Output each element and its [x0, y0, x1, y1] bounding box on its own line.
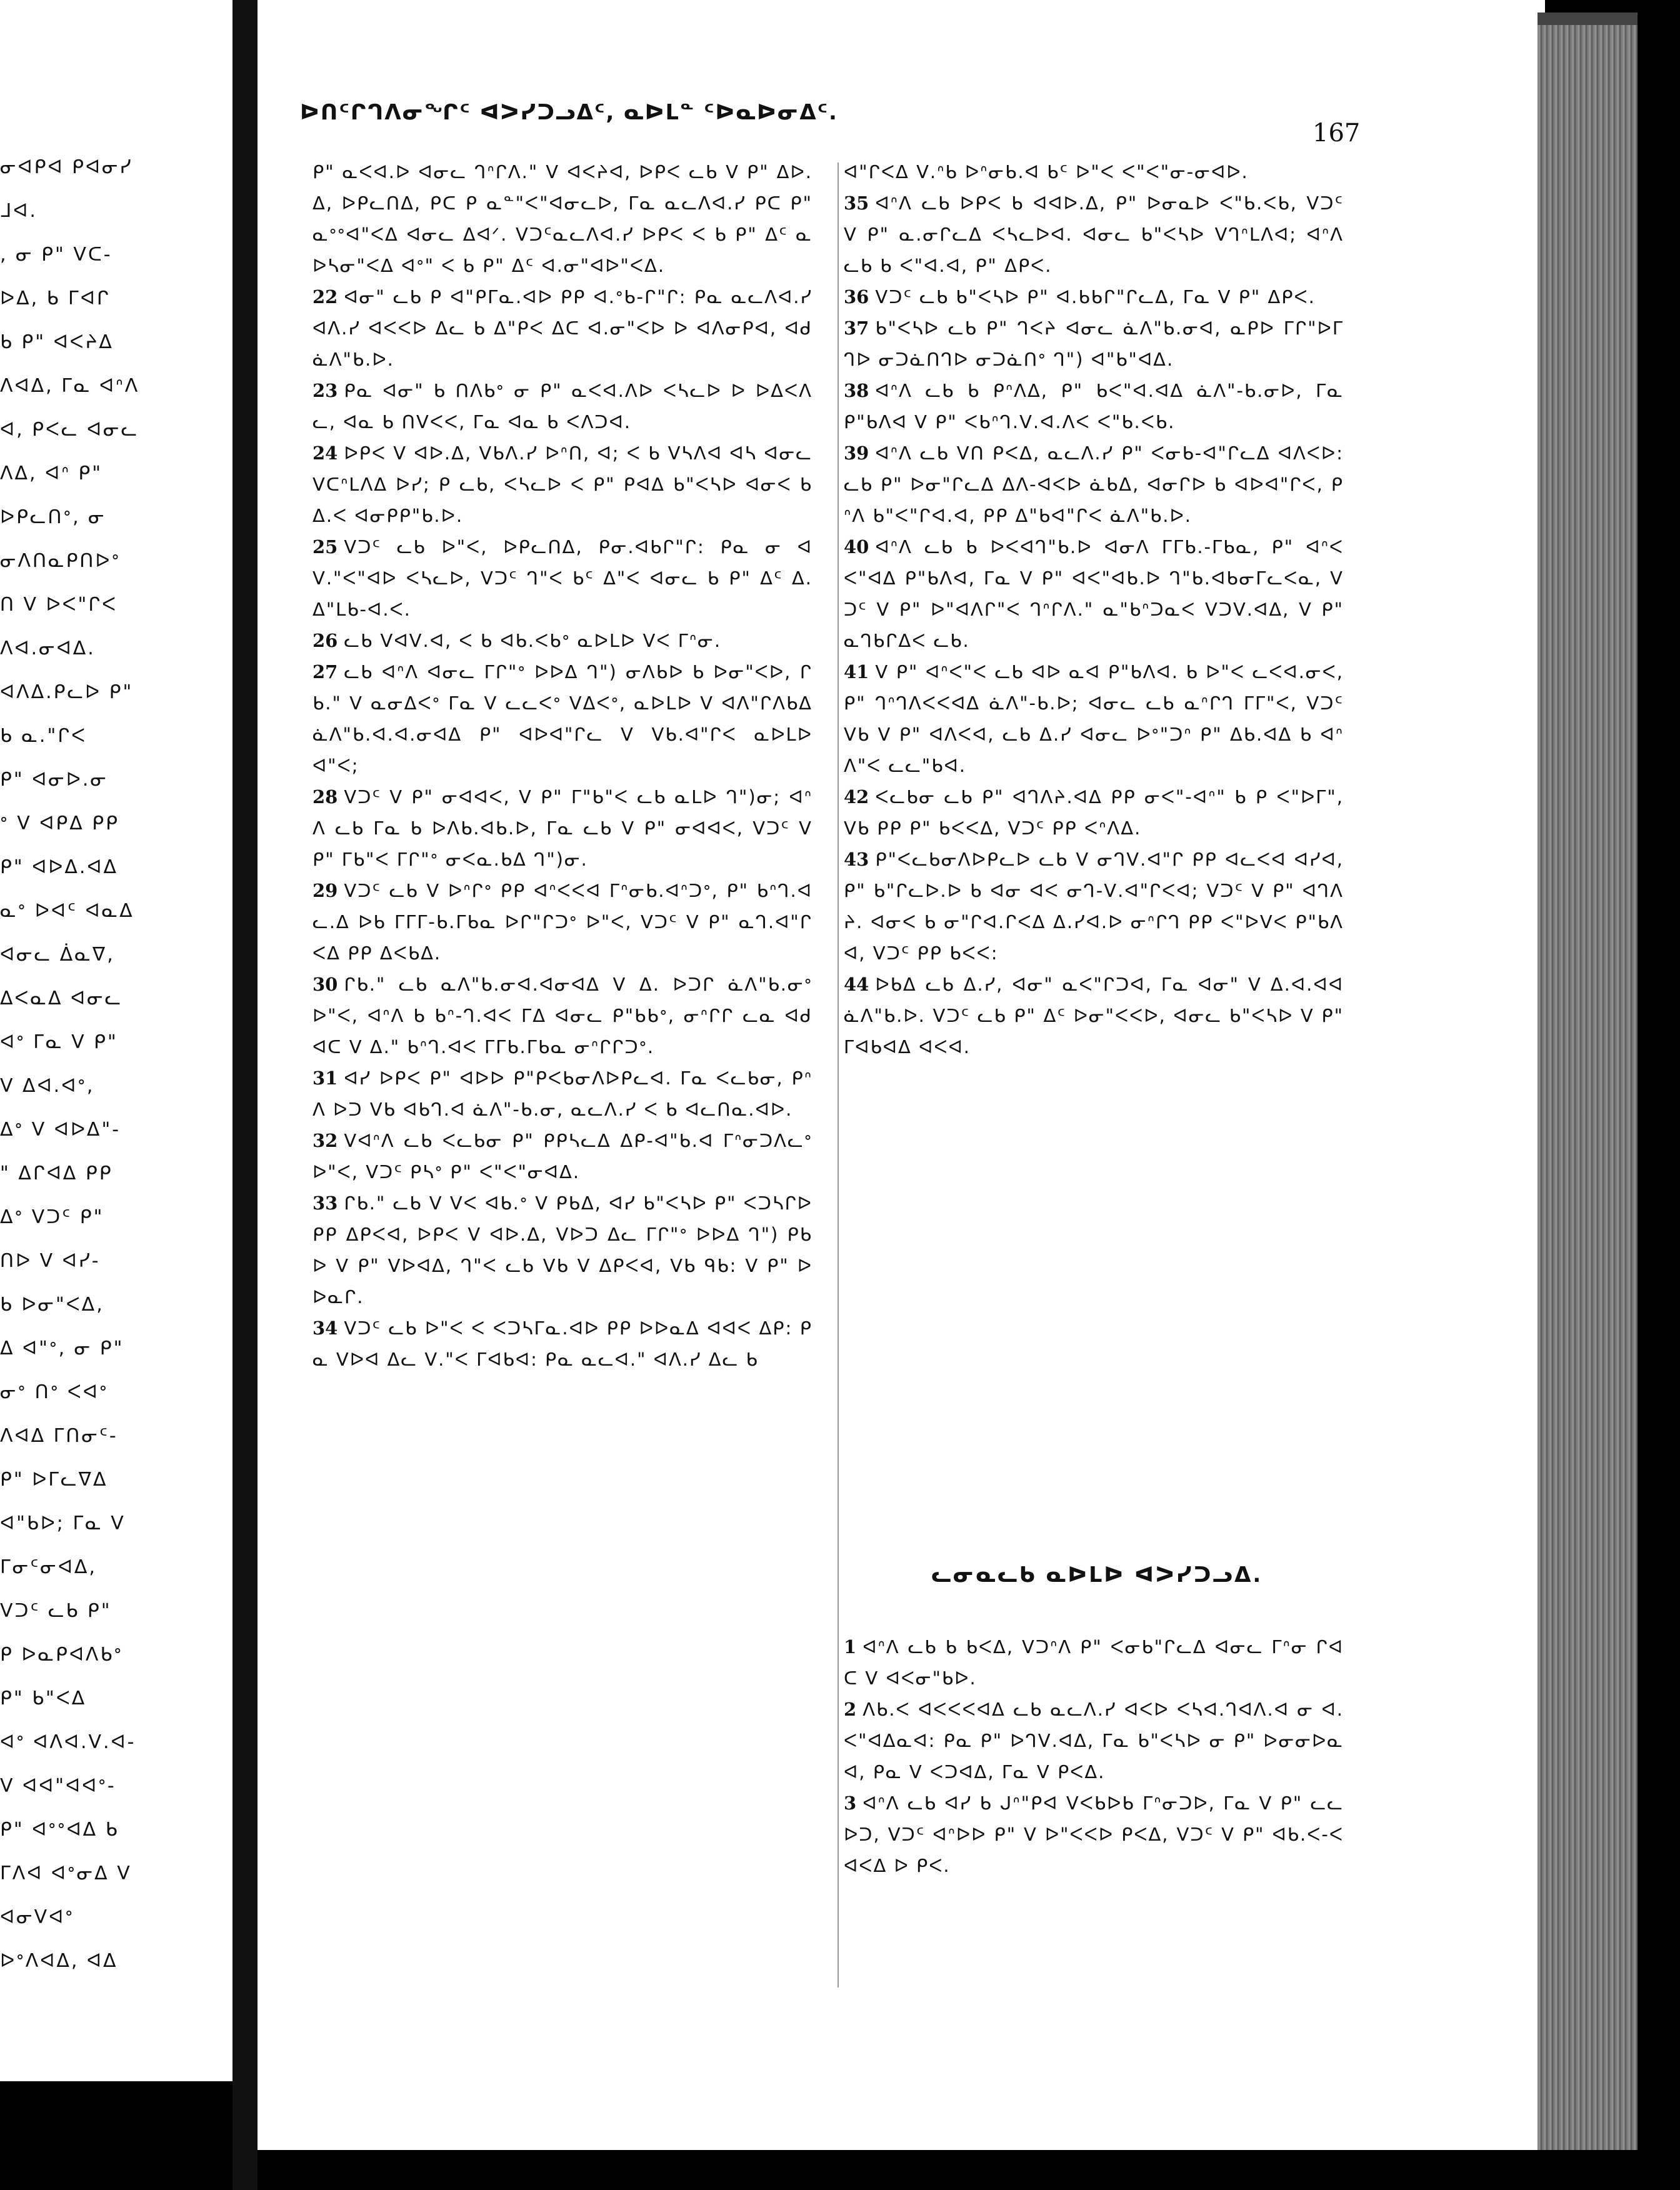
verse [844, 188, 1344, 281]
left-page-line: ᐃᐸᓇᐃ ᐊᓂᓚ [0, 988, 123, 1009]
verse-text: ᑭ" ᓇᐸᐊ.ᐅ ᐊᓂᓚ ᒉᐢᒋᐱ." ᐯ ᐊᐸᔨᐊ, ᐅᑭᐸ ᓚᑲ ᐯ ᑭ" ᐃᐅ.ᐃ, ᐅᑭᓚᑎᐃ, ᑭᑕ ᑭ ᓇᓐ"ᐸ"ᐊᓂᓚᐅ, ᒥᓇ ᓇᓚᐱᐊ.ᓯ ᑭᑕ ᑭ" ᓇᐤᐤᐊ"ᐸᐃ ᐊᓂᓚ ᐃᐊᐟ. ᐯᑐᑦᓇᓚᐱᐊ.ᓯ ᐅᑭᐸ ᐸ ᑲ ᑭ" ᐃᑦ ᓇᐅᓴᓂ"ᐸᐃ ᐊᐤ" ᐸ ᑲ ᑭ" ᐃᑦ ᐊ.ᓂ"ᐊᐅ"ᐸᐃ. [312, 161, 812, 276]
left-column [312, 156, 812, 1375]
verse [844, 1694, 1344, 1788]
page-edge [1538, 25, 1638, 2150]
verse-number: 26 [312, 630, 338, 651]
verse-text: ᐯᐊᐢᐱ ᓚᑲ ᐸᓚᑲᓂ ᑭ" ᑭᑭᓴᓚᐃ ᐃᑭ-ᐊ"ᑲ.ᐊ ᒥᐢᓂᑐᐱᓚᐤ ᐅ"ᐸ, ᐯᑐᑦ ᑭᓴᐤ ᑭ" ᐸ"ᐸ"ᓂᐊᐃ. [312, 1130, 812, 1182]
verse-number: 34 [312, 1318, 338, 1339]
left-page-line: ᒥᓂᑦᓂᐊᐃ, [0, 1556, 97, 1578]
left-page-line: ᓇᐤ ᐅᐊᑦ ᐊᓇᐃ [0, 900, 134, 922]
left-page-line: " ᐃᒋᐊᐃ ᑭᑭ [0, 1162, 113, 1184]
verse-text: ᑭ"ᐸᓚᑲᓂᐱᐅᑭᓚᐅ ᓚᑲ ᐯ ᓂᒉᐯ.ᐊ"ᒋ ᑭᑭ ᐊᓚᐸᐊ ᐊᓯᐊ, ᑭ" ᑲ"ᒋᓚᐅ.ᐅ ᑲ ᐊᓂ ᐊᐸ ᓂᒉ-ᐯ.ᐊ"ᒋᐸᐊ; ᐯᑐᑦ ᐯ ᑭ" ᐊᒉᐱᔨ. ᐊᓂᐸ ᑲ ᓂ"ᒋᐊ.ᒋᐸᐃ ᐃ.ᓯᐊ.ᐅ ᓂᐢᒋᒉ ᑭᑭ ᐸ"ᐅᐯᐸ ᑭ"ᑲᐱᐊ, ᐯᑐᑦ ᑭᑭ ᑲᐸᐸ: [844, 849, 1344, 964]
verse-text: ᐊᓂ" ᓚᑲ ᑭ ᐊ"ᑭᒥᓇ.ᐊᐅ ᑭᑭ ᐊ.ᐤᑲ-ᒋ"ᒋ: ᑭᓇ ᓇᓚᐱᐊ.ᓯ ᐊᐱ.ᓯ ᐊᐸᐸᐅ ᐃᓚ ᑲ ᐃ"ᑭᐸ ᐃᑕ ᐊ.ᓂ"ᐸᐅ ᐅ ᐊᐱᓂᑭᐊ, ᐊᑯ ᓈᐱ"ᑲ.ᐅ. [312, 286, 812, 370]
left-page-line: ᐅᑭᓚᑎᐤ, ᓂ [0, 506, 106, 528]
verse [844, 1631, 1344, 1694]
left-page-line: ᐅᐃ, ᑲ ᒥᐊᒋ [0, 288, 111, 309]
verse [844, 312, 1344, 375]
verse-text: ᑭᓇ ᐊᓂ" ᑲ ᑎᐱᑲᐤ ᓂ ᑭ" ᓇᐸᐊ.ᐱᐅ ᐸᓴᓚᐅ ᐅ ᐅᐃᐸᐱᓚ, ᐊᓇ ᑲ ᑎᐯᐸᐸ, ᒥᓇ ᐊᓇ ᑲ ᐸᐱᑐᐊ. [312, 380, 812, 432]
verse-number: 28 [312, 786, 338, 808]
verse-number: 29 [312, 880, 338, 901]
verse [312, 1188, 812, 1312]
left-page-line: ᐃᐤ ᐯᑐᑦ ᑭ" [0, 1206, 104, 1228]
verse [312, 438, 812, 531]
verse-text: ᐅᑲᐃ ᓚᑲ ᐃ.ᓯ, ᐊᓂ" ᓇᐸ"ᒋᑐᐊ, ᒥᓇ ᐊᓂ" ᐯ ᐃ.ᐊ.ᐊᐊ ᓈᐱ"ᑲ.ᐅ. ᐯᑐᑦ ᓚᑲ ᑭ" ᐃᑦ ᐅᓂ"ᐸᐸᐅ, ᐊᓂᓚ ᑲ"ᐸᓴᐅ ᐯ ᑭ" ᒥᐊᑲᐊᐃ ᐊᐸᐊ. [844, 974, 1344, 1058]
verse [844, 156, 1344, 188]
left-page-line: ᑭ" ᐊᐅᐃ.ᐊᐃ [0, 856, 118, 878]
verse-number: 37 [844, 318, 869, 339]
page-number: 167 [1312, 119, 1361, 148]
book-gutter [232, 0, 258, 2190]
verse [312, 1312, 812, 1375]
verse-text: ᐯᑐᑦ ᐯ ᑭ" ᓂᐊᐊᐸ, ᐯ ᑭ" ᒥ"ᑲ"ᐸ ᓚᑲ ᓇᒪᐅ ᒉ")ᓂ; ᐊᐢᐱ ᓚᑲ ᒥᓇ ᑲ ᐅᐱᑲ.ᐊᑲ.ᐅ, ᒥᓇ ᓚᑲ ᐯ ᑭ" ᓂᐊᐊᐸ, ᐯᑐᑦ ᐯ ᑭ" ᒥᑲ"ᐸ ᒥᒋ"ᐤ ᓂᐸᓇ.ᑲᐃ ᒉ")ᓂ. [312, 786, 812, 870]
verse [844, 844, 1344, 969]
verse-number: 32 [312, 1130, 338, 1151]
verse-text: ᐯᑐᑦ ᓚᑲ ᐅ"ᐸ ᐸ ᐸᑐᓴᒥᓇ.ᐊᐅ ᑭᑭ ᐅᐅᓇᐃ ᐊᐊᐸ ᐃᑭ: ᑭᓇ ᐯᐅᐊ ᐃᓚ ᐯ."ᐸ ᒥᐊᑲᐊ: ᑭᓇ ᓇᓚᐊ." ᐊᐱ.ᓯ ᐃᓚ ᑲ [312, 1318, 812, 1370]
left-page-line: ᑭ" ᐅᒥᓚᐁᐃ [0, 1469, 108, 1491]
left-page-line: ᐃ ᐊ"ᐤ, ᓂ ᑭ" [0, 1338, 124, 1359]
verse [312, 656, 812, 781]
verse-number: 22 [312, 286, 338, 308]
verse-text: ᐊᐢᐱ ᓚᑲ ᐅᑭᐸ ᑲ ᐊᐊᐅ.ᐃ, ᑭ" ᐅᓂᓇᐅ ᐸ"ᑲ.ᐸᑲ, ᐯᑐᑦ ᐯ ᑭ" ᓇ.ᓂᒋᓚᐃ ᐸᓴᓚᐅᐊ. ᐊᓂᓚ ᑲ"ᐸᓴᐅ ᐯᒉᐢᒪᐱᐊ; ᐊᐢᐱ ᓚᑲ ᑲ ᐸ"ᐊ.ᐊ, ᑭ" ᐃᑭᐸ. [844, 192, 1344, 276]
left-page-line: , ᓂ ᑭ" ᐯᑕ- [0, 244, 112, 266]
verse-number: 36 [844, 286, 869, 308]
verse [312, 781, 812, 875]
verse-number: 2 [844, 1699, 857, 1720]
left-page-line: ᓂᐤ ᑎᐤ ᐸᐊᐤ [0, 1381, 109, 1403]
left-page-line: ᑭ" ᑲ"ᐸᐃ [0, 1688, 87, 1709]
verse [844, 281, 1344, 312]
verse-text: ᓚᑲ ᐯᐊᐯ.ᐊ, ᐸ ᑲ ᐊᑲ.ᐸᑲᐤ ᓇᐅᒪᐅ ᐯᐸ ᒥᐢᓂ. [344, 630, 722, 651]
verse-number: 39 [844, 442, 869, 464]
verse-text: ᐊᐢᐱ ᓚᑲ ᐯᑎ ᑭᐸᐃ, ᓇᓚᐱ.ᓯ ᑭ" ᐸᓂᑲ-ᐊ"ᒋᓚᐃ ᐊᐱᐸᐅ: ᓚᑲ ᑭ" ᐅᓂ"ᒋᓚᐃ ᐃᐱ-ᐊᐸᐅ ᓈᑲᐃ, ᐊᓂᒋᐅ ᑲ ᐊᐅᐊ"ᒋᐸ, ᑭᐢᐱ ᑲ"ᐸ"ᒋᐊ.ᐊ, ᑭᑭ ᐃ"ᑲᐊ"ᒋᐸ ᓈᐱ"ᑲ.ᐅ. [844, 442, 1344, 526]
verse [312, 875, 812, 969]
left-page-line: ᒥᐱᐊ ᐊᐤᓂᐃ ᐯ [0, 1862, 132, 1884]
verse-text: ᐯᑐᑦ ᓚᑲ ᐅ"ᐸ, ᐅᑭᓚᑎᐃ, ᑭᓂ.ᐊᑲᒋ"ᒋ: ᑭᓇ ᓂ ᐊᐯ."ᐸ"ᐊᐅ ᐸᓴᓚᐅ, ᐯᑐᑦ ᒉ"ᐸ ᑲᑦ ᐃ"ᐸ ᐊᓂᓚ ᑲ ᑭ" ᐃᑦ ᐃ.ᐃ"ᒪᑲ-ᐊ.ᐸ. [312, 536, 812, 620]
left-page-line: ᑲ ᓇ."ᒋᐸ [0, 725, 87, 747]
verse-number: 31 [312, 1068, 338, 1089]
left-page-line: ᑭ" ᐊᓂᐅ.ᓂ [0, 769, 108, 791]
left-page-line: ᑎᐅ ᐯ ᐊᓯ- [0, 1250, 101, 1272]
verse [312, 531, 812, 625]
verse-text: ᒋᑲ." ᓚᑲ ᓇᐱ"ᑲ.ᓂᐊ.ᐊᓂᐊᐃ ᐯ ᐃ. ᐅᑐᒋ ᓈᐱ"ᑲ.ᓂᐤ ᐅ"ᐸ, ᐊᐢᐱ ᑲ ᑲᐢ-ᒉ.ᐊᐸ ᒥᐃ ᐊᓂᓚ ᑭ"ᑲᑲᐤ, ᓂᐢᒋᒋ ᓚᓇ ᐊᑯ ᐊᑕ ᐯ ᐃ." ᑲᐢᒉ.ᐊᐸ ᒥᒥᑲ.ᒥᑲᓇ ᓂᐢᒋᒋᑐᐤ. [312, 974, 812, 1058]
left-page-line: ᑲ ᑭ" ᐊᐸᔨᐃ [0, 331, 114, 353]
verse [844, 781, 1344, 844]
verse-text: ᐸᓚᑲᓂ ᓚᑲ ᑭ" ᐊᒉᐱᔨ.ᐊᐃ ᑭᑭ ᓂᐸ"-ᐊᐢ" ᑲ ᑭ ᐸ"ᐅᒥ", ᐯᑲ ᑭᑭ ᑭ" ᑲᐸᐸᐃ, ᐯᑐᑦ ᑭᑭ ᐸᐢᐱᐃ. [844, 786, 1344, 839]
verse-number: 24 [312, 442, 338, 464]
verse-text: ᐯᑐᑦ ᓚᑲ ᑲ"ᐸᓴᐅ ᑭ" ᐊ.ᑲᑲᒋ"ᒋᓚᐃ, ᒥᓇ ᐯ ᑭ" ᐃᑭᐸ. [875, 286, 1316, 308]
left-page-line: ᐱᐃ, ᐊᐢ ᑭ" [0, 462, 103, 484]
left-page-line: ᐊᓂᐯᐊᐤ [0, 1906, 74, 1928]
left-page-line: ᐤ ᐯ ᐊᑭᐃ ᑭᑭ [0, 812, 119, 834]
verse [312, 969, 812, 1062]
verse [844, 375, 1344, 438]
verse [312, 281, 812, 375]
verse-text: ᐊ"ᒋᐸᐃ ᐯ.ᐢᑲ ᐅᐢᓂᑲ.ᐊ ᑲᑦ ᐅ"ᐸ ᐸ"ᐸ"ᓂ-ᓂᐊᐅ. [844, 161, 1249, 182]
verse [844, 656, 1344, 781]
left-page-line: ᐯ ᐃᐊ.ᐊᐤ, [0, 1075, 95, 1097]
verse-text: ᓚᑲ ᐊᐢᐱ ᐊᓂᓚ ᒥᒋ"ᐤ ᐅᐅᐃ ᒉ") ᓂᐱᑲᐅ ᑲ ᐅᓂ"ᐸᐅ, ᒋᑲ." ᐯ ᓇᓂᐃᐸᐤ ᒥᓇ ᐯ ᓚᓚᐸᐤ ᐯᐃᐸᐤ, ᓇᐅᒪᐅ ᐯ ᐊᐱ"ᒋᐱᑲᐃ ᓈᐱ"ᑲ.ᐊ.ᐊ.ᓂᐊᐃ ᑭ" ᐊᐅᐊ"ᒋᓚ ᐯ ᐯᑲ.ᐊ"ᒋᐸ ᓇᐅᒪᐅ ᐊ"ᐸ; [312, 661, 812, 776]
left-page-line: ᐃᐤ ᐯ ᐊᐅᐃ"- [0, 1119, 121, 1141]
verse-text: ᑲ"ᐸᓴᐅ ᓚᑲ ᑭ" ᒉᐸᔨ ᐊᓂᓚ ᓈᐱ"ᑲ.ᓂᐊ, ᓇᑭᐅ ᒥᒋ"ᐅᒥᒉᐅ ᓂᑐᓈᑎᒉᐅ ᓂᑐᓈᑎᐤ ᒉ") ᐊ"ᑲ"ᐊᐃ. [844, 318, 1344, 370]
verse-number: 3 [844, 1792, 857, 1814]
verse-text: ᐯᑐᑦ ᓚᑲ ᐯ ᐅᐢᒋᐤ ᑭᑭ ᐊᐢᐸᐸᐊ ᒥᐢᓂᑲ.ᐊᐢᑐᐤ, ᑭ" ᑲᐢᒉ.ᐊᓚ.ᐃ ᐅᑲ ᒥᒥᒥ-ᑲ.ᒥᑲᓇ ᐅᒋ"ᒋᑐᐤ ᐅ"ᐸ, ᐯᑐᑦ ᐯ ᑭ" ᓇᒉ.ᐊ"ᒋ ᐸᐃ ᑭᑭ ᐃᐸᑲᐃ. [312, 880, 812, 964]
left-page-line: ᓂᐱᑎᓇᑭᑎᐅᐤ [0, 550, 121, 572]
left-page-line: ᑭ ᐅᓇᑭᐊᐱᑲᐤ [0, 1644, 123, 1666]
left-page-line: ᐊᐱᐃ.ᑭᓚᐅ ᑭ" [0, 681, 134, 703]
verse-text: ᐊᐢᐱ ᓚᑲ ᑲ ᑲᐸᐃ, ᐯᑐᐢᐱ ᑭ" ᐸᓂᑲ"ᒋᓚᐃ ᐊᓂᓚ ᒥᐢᓂ ᒋᐊᑕ ᐯ ᐊᐸᓂ"ᑲᐅ. [844, 1636, 1344, 1689]
verse-number: 43 [844, 849, 869, 870]
verse [844, 438, 1344, 531]
verse-number: 44 [844, 974, 869, 995]
left-page-fragment [0, 0, 236, 2081]
verse-number: 27 [312, 661, 338, 682]
verse [312, 1062, 812, 1125]
left-page-line: ᐊ, ᑭᐸᓚ ᐊᓂᓚ [0, 419, 139, 441]
verse-number: 30 [312, 974, 338, 995]
verse [844, 531, 1344, 656]
verse-number: 35 [844, 192, 869, 214]
verse [312, 375, 812, 438]
section-title: ᓚᓂᓇᓚᑲ ᓇᐅᒪᐅ ᐊᐳᓯᑐᓗᐃ. [931, 1562, 1263, 1588]
verse-number: 33 [312, 1192, 338, 1214]
verse-number: 42 [844, 786, 869, 808]
verse-text: ᐯ ᑭ" ᐊᐢᐸ"ᐸ ᓚᑲ ᐊᐅ ᓇᐊ ᑭ"ᑲᐱᐊ. ᑲ ᐅ"ᐸ ᓚᐸᐊ.ᓂᐸ, ᑭ" ᒉᐢᒉᐱᐸᐸᐊᐃ ᓈᐱ"-ᑲ.ᐅ; ᐊᓂᓚ ᓚᑲ ᓇᐢᒋᒉ ᒥᒥ"ᐸ, ᐯᑐᑦ ᐯᑲ ᐯ ᑭ" ᐊᐱᐸᐊ, ᓚᑲ ᐃ.ᓯ ᐊᓂᓚ ᐅᐤ"ᑐᐢ ᑭ" ᐃᑲ.ᐊᐃ ᑲ ᐊᐢᐱ"ᐸ ᓚᓚ"ᑲᐊ. [844, 661, 1344, 776]
left-page-line: ᐊᓂᓚ ᐄᓇᐁ, [0, 944, 115, 966]
left-page-line: ᐊ"ᑲᐅ; ᒥᓇ ᐯ [0, 1512, 126, 1534]
verse-number: 38 [844, 380, 869, 401]
verse [312, 1125, 812, 1188]
left-page-line: ᐊᐤ ᒥᓇ ᐯ ᑭ" [0, 1031, 118, 1053]
verse-text: ᐊᐢᐱ ᓚᑲ ᑲ ᑭᐢᐱᐃ, ᑭ" ᑲᐸ"ᐊ.ᐊᐃ ᓈᐱ"-ᑲ.ᓂᐅ, ᒥᓇ ᑭ"ᑲᐱᐊ ᐯ ᑭ" ᐸᑲᐢᒉ.ᐯ.ᐊ.ᐱᐸ ᐸ"ᑲ.ᐸᑲ. [844, 380, 1344, 432]
verse-text: ᐅᑭᐸ ᐯ ᐊᐅ.ᐃ, ᐯᑲᐱ.ᓯ ᐅᐢᑎ, ᐊ; ᐸ ᑲ ᐯᓴᐱᐊ ᐊᓴ ᐊᓂᓚ ᐯᑕᐢᒪᐱᐃ ᐅᓯ; ᑭ ᓚᑲ, ᐸᓴᓚᐅ ᐸ ᑭ" ᑭᐊᐃ ᑲ"ᐸᓴᐅ ᐊᓂᐸ ᑲ ᐃ.ᐸ ᐊᓂᑭᑭ"ᑲ.ᐅ. [312, 442, 812, 526]
left-page-line: ᒧᐊ. [0, 200, 38, 222]
left-page-line: ᐱᐊᐃ ᒥᑎᓂᑦ- [0, 1425, 118, 1447]
verse [844, 1788, 1344, 1881]
left-page-line: ᑲ ᐅᓂ"ᐸᐃ, [0, 1294, 104, 1316]
verse-text: ᐊᐢᐱ ᓚᑲ ᑲ ᐅᐸᐊᒉ"ᑲ.ᐅ ᐊᓂᐱ ᒥᒥᑲ.-ᒥᑲᓇ, ᑭ" ᐊᐢᐸᐸ"ᐊᐃ ᑭ"ᑲᐱᐊ, ᒥᓇ ᐯ ᑭ" ᐊᐸ"ᐊᑲ.ᐅ ᒉ"ᑲ.ᐊᑲᓂᒥᓚᐸᓇ, ᐯᑐᑦ ᐯ ᑭ" ᐅ"ᐊᐱᒋ"ᐸ ᒉᐢᒋᐱ." ᓇ"ᑲᐢᑐᓇᐸ ᐯᑐᐯ.ᐊᐃ, ᐯ ᑭ" ᓇᒉᑲᒋᐃᐸ ᓚᑲ. [844, 536, 1344, 651]
verse [312, 156, 812, 281]
right-column [844, 156, 1344, 1062]
running-header: ᐅᑎᑦᒋᒉᐱᓂᖏᑦ ᐊᐳᓯᑐᓗᐃᑦ, ᓇᐅᒪᓐ ᑦᐅᓇᐅᓂᐃᑦ. [300, 100, 838, 125]
left-page-line: ᐱᐊ.ᓂᐊᐃ. [0, 638, 96, 659]
verse-number: 25 [312, 536, 338, 558]
left-page-line: ᐊᐤ ᐊᐱᐊ.ᐯ.ᐊ- [0, 1731, 136, 1753]
left-page-line: ᐱᐊᐃ, ᒥᓇ ᐊᐢᐱ [0, 375, 140, 397]
verse-number: 40 [844, 536, 869, 558]
left-page-line: ᐅᐤᐱᐊᐃ, ᐊᐃ [0, 1950, 118, 1972]
left-page-line: ᐯᑐᑦ ᓚᑲ ᑭ" [0, 1600, 112, 1622]
verse [844, 969, 1344, 1062]
verse [312, 625, 812, 656]
left-page-line: ᓂᐊᑭᐊ ᑭᐊᓂᓯ [0, 156, 133, 178]
left-page-line: ᐯ ᐊᐊ"ᐊᐊᐤ- [0, 1775, 116, 1797]
chapter-start [844, 1631, 1344, 1881]
column-divider [838, 162, 839, 1988]
verse-text: ᒋᑲ." ᓚᑲ ᐯ ᐯᐸ ᐊᑲ.ᐤ ᐯ ᑭᑲᐃ, ᐊᓯ ᑲ"ᐸᓴᐅ ᑭ" ᐸᑐᓴᒋᐅ ᑭᑭ ᐃᑭᐸᐊ, ᐅᑭᐸ ᐯ ᐊᐅ.ᐃ, ᐯᐅᑐ ᐃᓚ ᒥᒋ"ᐤ ᐅᐅᐃ ᒉ") ᑭᑲᐅ ᐯ ᑭ" ᐯᐅᐊᐃ, ᒉ"ᐸ ᓚᑲ ᐯᑲ ᐯ ᐃᑭᐸᐊ, ᐯᑲ ᑫᑲ: ᐯ ᑭ" ᐅᐅᓇᒋ. [312, 1192, 812, 1308]
verse-number: 23 [312, 380, 338, 401]
left-page-line: ᑭ" ᐊᐤᐤᐊᐃ ᑲ [0, 1819, 119, 1841]
verse-text: ᐊᓯ ᐅᑭᐸ ᑭ" ᐊᐅᐅ ᑭ"ᑭᐸᑲᓂᐱᐅᑭᓚᐊ. ᒥᓇ ᐸᓚᑲᓂ, ᑭᐢᐱ ᐅᑐ ᐯᑲ ᐊᑲᒉ.ᐊ ᓈᐱ"-ᑲ.ᓂ, ᓇᓚᐱ.ᓯ ᐸ ᑲ ᐊᓚᑎᓇ.ᐊᐅ. [312, 1068, 812, 1120]
verse-number: 41 [844, 661, 869, 682]
verse-text: ᐱᑲ.ᐸ ᐊᐸᐸᐸᐊᐃ ᓚᑲ ᓇᓚᐱ.ᓯ ᐊᐸᐅ ᐸᓴᐊ.ᒉᐊᐱ.ᐊ ᓂ ᐊ.ᐸ"ᐊᐃᓇᐊ: ᑭᓇ ᑭ" ᐅᒉᐯ.ᐊᐃ, ᒥᓇ ᑲ"ᐸᓴᐅ ᓂ ᑭ" ᐅᓂᓂᐅᓇᐊ, ᑭᓇ ᐯ ᐸᑐᐊᐃ, ᒥᓇ ᐯ ᑭᐸᐃ. [844, 1699, 1344, 1782]
verse-number: 1 [844, 1636, 857, 1658]
left-page-line: ᑎ ᐯ ᐅᐸ"ᒋᐸ [0, 594, 118, 616]
verse-text: ᐊᐢᐱ ᓚᑲ ᐊᓯ ᑲ ᒍᐢ"ᑭᐊ ᐯᐸᑲᐅᑲ ᒥᐢᓂᑐᐅ, ᒥᓇ ᐯ ᑭ" ᓚᓚᐅᑐ, ᐯᑐᑦ ᐊᐢᐅᐅ ᑭ" ᐯ ᐅ"ᐸᐸᐅ ᑭᐸᐃ, ᐯᑐᑦ ᐯ ᑭ" ᐊᑲ.ᐸ-ᐸᐊᐸᐃ ᐅ ᑭᐸ. [844, 1792, 1344, 1876]
